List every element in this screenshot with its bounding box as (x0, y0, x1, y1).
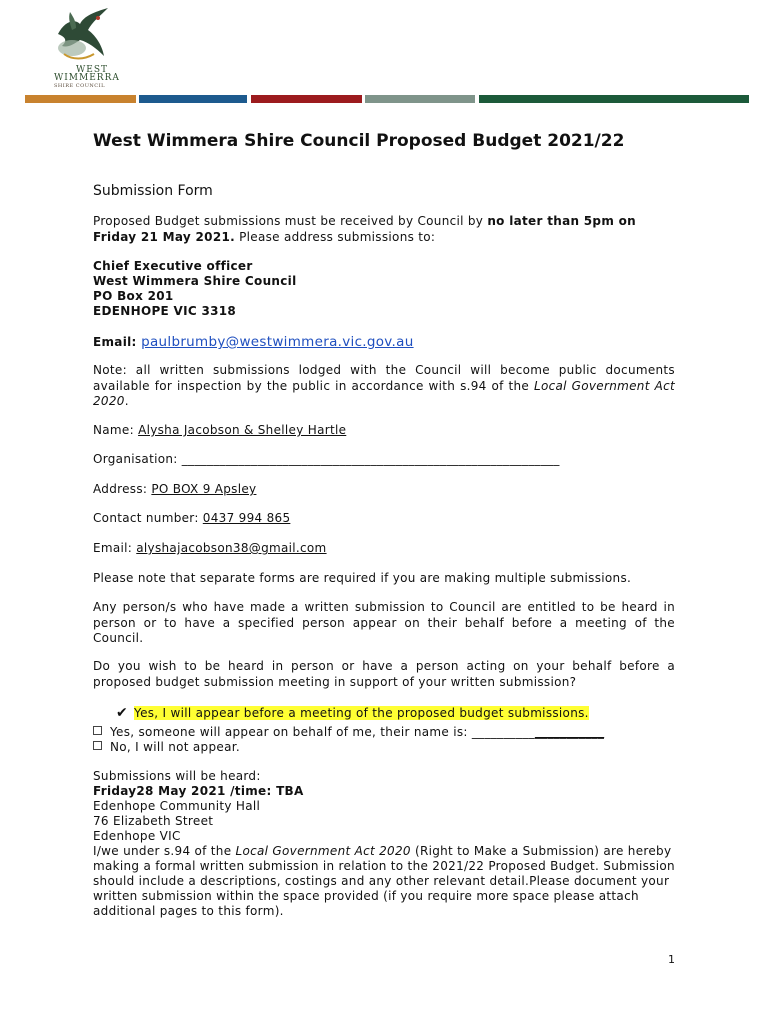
checkbox-icon[interactable] (93, 741, 102, 750)
page-title: West Wimmera Shire Council Proposed Budget 2021/22 (93, 131, 625, 151)
name-value[interactable]: Alysha Jacobson & Shelley Hartle (138, 423, 347, 437)
organisation-label: Organisation: (93, 452, 182, 466)
intro-text-end: Please address submissions to: (234, 229, 436, 244)
logo-wordmark (54, 66, 118, 90)
declaration-text-end: (Right to Make a Submission) are hereby making a formal written submission in relation to the 2021/22 Proposed Budget. Submission should include a descriptions, costings and any other relevant detail.Please document your written submission within the space provided (if you require more space please attach additional pages to this form). (93, 844, 675, 918)
name-row (93, 423, 346, 437)
address-line: Chief Executive officer (93, 259, 253, 273)
bar-red (251, 95, 362, 103)
option-someone-else[interactable] (93, 725, 604, 739)
contact-row (93, 511, 290, 525)
option-label: Yes, I will appear before a meeting of the proposed budget submissions. (134, 706, 589, 720)
bird-emblem-icon (50, 4, 120, 66)
hearing-venue: Edenhope Community Hall (93, 799, 261, 813)
heard-info-paragraph: Any person/s who have made a written submission to Council are entitled to be heard in person or to have a specified person appear on their behalf before a meeting of the Council. (93, 600, 675, 645)
address-line: PO Box 201 (93, 289, 174, 303)
bar-orange (25, 95, 136, 103)
hearing-heading: Submissions will be heard: (93, 769, 261, 783)
council-email-label: Email: (93, 335, 142, 349)
email-row (93, 541, 327, 555)
council-email-row (93, 334, 414, 350)
option-appear-in-person[interactable] (116, 705, 589, 721)
logo-line-shire: SHIRE COUNCIL (54, 83, 105, 89)
organisation-field[interactable]: ____________________________________________________________ (181, 452, 560, 466)
note-paragraph (93, 363, 675, 410)
hearing-street: 76 Elizabeth Street (93, 814, 214, 828)
intro-deadline: no later than 5pm on Friday 21 May 2021. (93, 214, 636, 244)
bar-green (479, 95, 749, 103)
multiple-submissions-note: Please note that separate forms are required if you are making multiple submissions. (93, 571, 632, 585)
hearing-info (93, 769, 675, 919)
page-number: 1 (668, 953, 675, 966)
note-text: Note: all written submissions lodged with the Council will become public documents available for inspection by the public in accordance with s.94 of the (93, 363, 675, 393)
address-line: West Wimmera Shire Council (93, 274, 297, 288)
declaration-paragraph (93, 844, 675, 919)
declaration-text: I/we under s.94 of the (93, 844, 236, 858)
address-line: EDENHOPE VIC 3318 (93, 304, 237, 318)
note-act: Local Government Act 2020 (93, 378, 675, 408)
name-label: Name: (93, 423, 139, 437)
option-label: Yes, someone will appear on behalf of me, their name is: __________ (110, 725, 535, 739)
email-label: Email: (93, 541, 137, 555)
checkbox-icon[interactable] (93, 726, 102, 735)
declaration-act: Local Government Act 2020 (235, 844, 411, 858)
bar-blue (139, 95, 247, 103)
address-value[interactable]: PO BOX 9 Apsley (151, 482, 257, 496)
header-color-bars (25, 95, 749, 103)
council-email-link[interactable]: paulbrumby@westwimmera.vic.gov.au (141, 334, 414, 350)
hearing-town: Edenhope VIC (93, 829, 181, 843)
note-text-end: . (124, 394, 129, 408)
option-label: No, I will not appear. (110, 740, 240, 754)
organisation-row (93, 452, 560, 466)
contact-value[interactable]: 0437 994 865 (202, 511, 291, 525)
option-not-appear[interactable] (93, 740, 240, 754)
intro-paragraph (93, 214, 675, 245)
logo-line-wimmera: WIMMERRA (54, 73, 120, 83)
contact-label: Contact number: (93, 511, 203, 525)
intro-text: Proposed Budget submissions must be received by Council by (93, 214, 488, 228)
address-block (93, 259, 675, 319)
bar-grey (365, 95, 475, 103)
representative-name-field[interactable]: ___________ (534, 725, 605, 739)
address-label: Address: (93, 482, 152, 496)
address-row (93, 482, 256, 496)
email-value[interactable]: alyshajacobson38@gmail.com (136, 541, 327, 555)
hearing-date: Friday28 May 2021 /time: TBA (93, 784, 304, 798)
page-subtitle: Submission Form (93, 183, 213, 199)
question-paragraph: Do you wish to be heard in person or have a person acting on your behalf before a proposed budget submission meeting in support of your written submission? (93, 659, 675, 689)
logo-line-west: WEST (76, 65, 108, 75)
checkmark-icon: ✔ (116, 705, 129, 721)
council-logo (50, 4, 120, 90)
